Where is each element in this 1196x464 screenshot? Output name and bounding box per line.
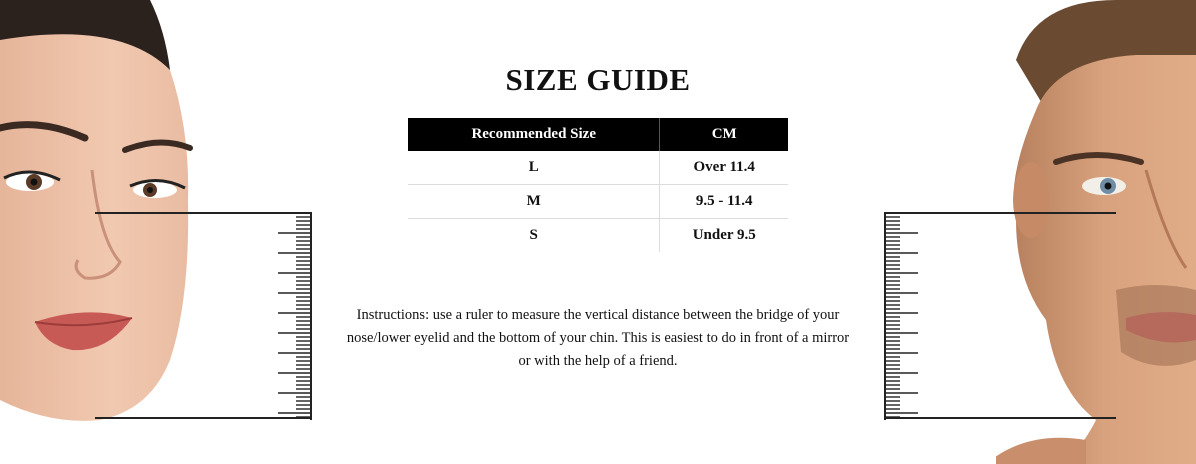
size-cell: S [408, 219, 660, 253]
size-cell: L [408, 151, 660, 185]
size-table [408, 118, 788, 252]
ruler-left [270, 212, 312, 420]
table-row [408, 185, 788, 219]
table-row [408, 219, 788, 253]
header-recommended-size: Recommended Size [408, 118, 660, 151]
cm-cell: 9.5 - 11.4 [660, 185, 788, 219]
instructions-text: Instructions: use a ruler to measure the vertical distance between the bridge of your nose/lower eyelid and the bottom of your chin. This is easiest to do in front of a mirror or with the help of a friend. [346, 307, 850, 369]
header-cm: CM [660, 118, 788, 151]
size-cell: M [408, 185, 660, 219]
table-header-row [408, 118, 788, 151]
page-title: SIZE GUIDE [505, 62, 691, 97]
cm-cell: Over 11.4 [660, 151, 788, 185]
ruler-right [884, 212, 926, 420]
table-row [408, 151, 788, 185]
cm-cell: Under 9.5 [692, 227, 756, 243]
